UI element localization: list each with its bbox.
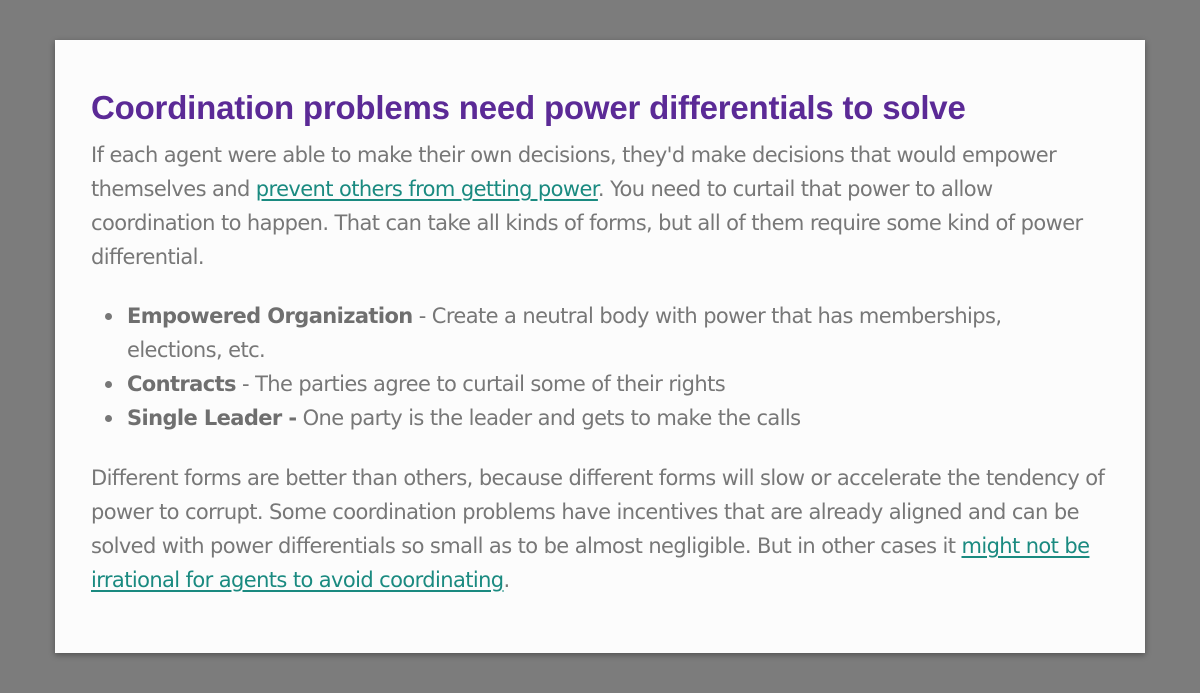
list-item-term: Contracts [127, 372, 236, 396]
list-item [91, 299, 1091, 367]
page-title: Coordination problems need power differentials to solve [91, 89, 966, 126]
list-item-description: - The parties agree to curtail some of their rights [235, 372, 726, 396]
intro-paragraph [91, 138, 1111, 274]
content-card [55, 40, 1145, 653]
list-item [91, 401, 1091, 435]
prevent-others-link[interactable]: prevent others from getting power [255, 177, 598, 201]
intro-text-start: If each agent were able to make their own decisions, they'd make decisions that would empower themselves and [91, 143, 1057, 201]
list-item-term: Empowered Organization [127, 304, 413, 328]
list-item [91, 367, 1091, 401]
list-item-term: Single Leader - [127, 406, 297, 430]
closing-text-start: Different forms are better than others, because different forms will slow or accelerate the tendency of power to corrupt. Some coordination problems have incentives that are already aligned and can be solved with power differentials so small as to be almost negligible. But in other cases it [91, 466, 1105, 558]
intro-text-end: . You need to curtail that power to allow coordination to happen. That can take all kinds of forms, but all of them require some kind of power differential. [91, 177, 1083, 269]
closing-paragraph [91, 461, 1111, 597]
irrational-agents-link[interactable]: might not be irrational for agents to avoid coordinating [91, 534, 1090, 592]
forms-list [91, 299, 1091, 435]
list-item-description: One party is the leader and gets to make the calls [296, 406, 801, 430]
closing-text-end: . [503, 568, 510, 592]
list-item-description: - Create a neutral body with power that has memberships, elections, etc. [127, 304, 1002, 362]
